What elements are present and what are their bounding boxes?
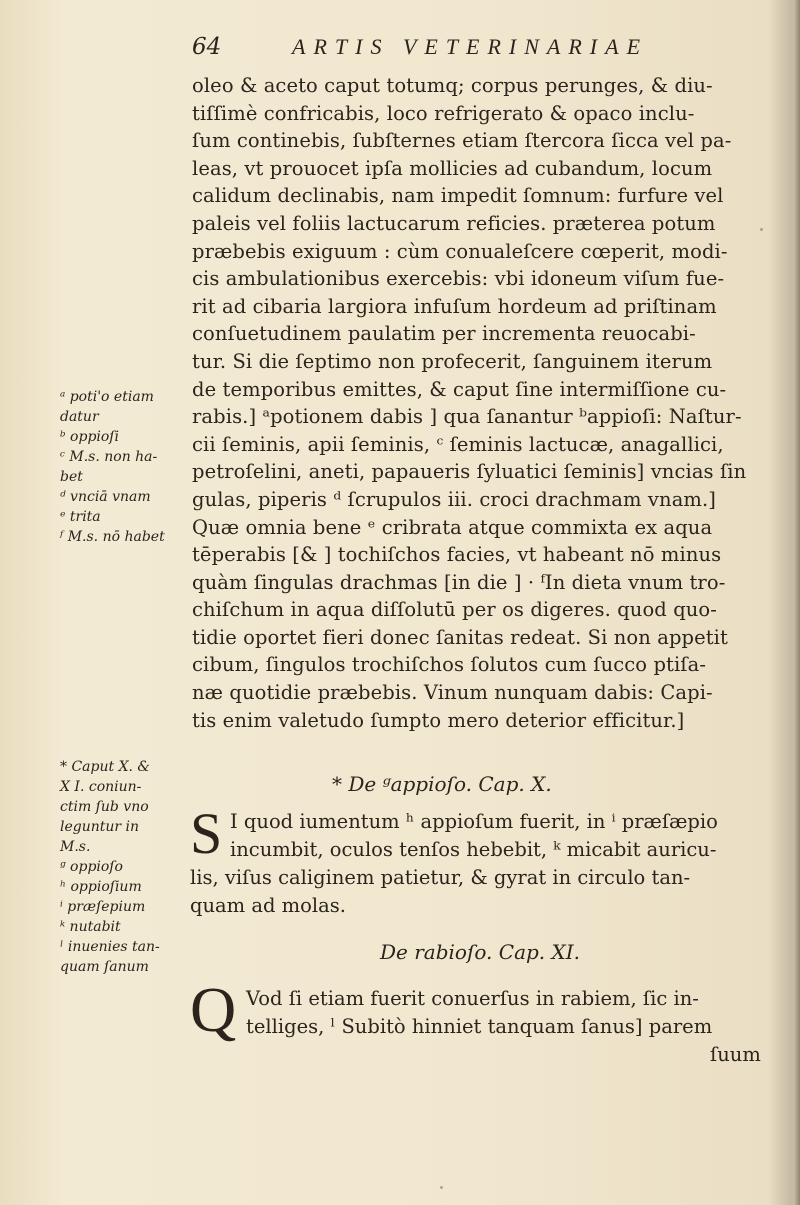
page-header (192, 34, 752, 68)
text-line: calidum declinabis, nam impedit ſomnum: furfure vel (192, 184, 724, 208)
text-line: oleo & aceto caput totumq; corpus perunges, & diu- (192, 74, 713, 97)
margin-note: ᵃ poti'o etiam (60, 389, 154, 405)
margin-note: M.s. (60, 839, 91, 855)
margin-note: ᵏ nutabit (60, 919, 121, 935)
text-line: cibum, ſingulos trochiſchos ſolutos cum ſucco ptiſa- (192, 653, 707, 677)
text-line: tur. Si die ſeptimo non profecerit, ſanguinem iterum (192, 349, 713, 373)
text-line: ſuum (710, 1043, 761, 1066)
text-line: tis enim valetudo ſumpto mero deterior efficitur.] (192, 708, 685, 732)
text-line: paleis vel foliis lactucarum reficies. præterea potum (192, 211, 716, 235)
ink-speck (440, 1186, 443, 1189)
text-line: conſuetudinem paulatim per incrementa reuocabi- (192, 322, 696, 346)
text-line: incumbit, oculos tenſos hebebit, ᵏ micabit auricu- (230, 838, 717, 861)
text-line: ſum continebis, ſubſternes etiam ſtercora ſicca vel pa- (192, 129, 732, 153)
text-line: næ quotidie præbebis. Vinum nunquam dabis: Capi- (192, 681, 713, 705)
margin-note: leguntur in (60, 819, 140, 835)
text-line: leas, vt prouocet ipſa mollicies ad cubandum, locum (192, 156, 713, 180)
margin-note: quam ſanum (60, 959, 149, 975)
running-title: ARTIS VETERINARIAE (292, 34, 649, 59)
text-line: quam ad molas. (190, 894, 346, 917)
text-line: cii ſeminis, apii ſeminis, ᶜ ſeminis lactucæ, anagallici, (192, 432, 724, 456)
margin-note: * Caput X. & (60, 759, 150, 775)
text-line: gulas, piperis ᵈ ſcrupulos iii. croci drachmam vnam.] (192, 487, 717, 511)
main-text-block (192, 72, 777, 734)
margin-note: ᶠ M.s. nō habet (60, 529, 165, 545)
text-line: de temporibus emittes, & caput ſine intermiſſione cu- (192, 377, 727, 401)
text-line: Vod ſi etiam fuerit conuerſus in rabiem, ſic in- (246, 987, 699, 1010)
margin-note: ʰ oppioſium (60, 879, 142, 895)
drop-cap-s: S (190, 801, 223, 866)
text-line: rit ad cibaria largiora infuſum hordeum ad priſtinam (192, 294, 717, 318)
text-line: lis, viſus caliginem patietur, & gyrat in circulo tan- (190, 866, 691, 889)
text-line: rabis.] ᵃpotionem dabis ] qua ſanantur ᵇappioſi: Naſtur- (192, 405, 742, 429)
text-line: cis ambulationibus exercebis: vbi idoneum viſum fue- (192, 267, 725, 291)
text-line: præbebis exiguum : cùm conualeſcere cœperit, modi- (192, 239, 728, 263)
text-line: I quod iumentum ʰ appioſum fuerit, in ⁱ præſæpio (230, 810, 718, 833)
margin-notes-top (60, 387, 195, 547)
text-line: tiſſimè confricabis, loco refrigerato & opaco inclu- (192, 101, 695, 125)
margin-note: ˡ inuenies tan- (60, 939, 160, 955)
margin-note: ᵇ oppioſi (60, 429, 119, 445)
margin-note: bet (60, 469, 83, 485)
margin-note: X I. coniun- (60, 779, 142, 795)
margin-note: ᶜ M.s. non ha- (60, 449, 158, 465)
text-line: chiſchum in aqua diſſolutū per os digeres. quod quo- (192, 598, 717, 622)
margin-note: ⁱ præſepium (60, 899, 146, 915)
drop-cap-q: Q (190, 974, 237, 1045)
text-line: quàm ſingulas drachmas [in die ] · ᶠIn dieta vnum tro- (192, 570, 726, 594)
margin-note: ᵉ trita (60, 509, 101, 525)
page-edge-shadow (793, 0, 800, 1205)
text-line: petroſelini, aneti, papaueris ſyluatici ſeminis] vncias ſin (192, 460, 747, 484)
text-line: telliges, ˡ Subitò hinniet tanquam ſanus] parem (246, 1015, 713, 1038)
chapter-xi-heading: De rabioſo. Cap. XI. (380, 940, 580, 964)
margin-note: datur (60, 409, 99, 425)
chapter-x-heading: * De ᵍappioſo. Cap. X. (332, 772, 552, 796)
ink-speck (760, 228, 763, 231)
text-line: tēperabis [& ] tochiſchos facies, vt habeant nō minus (192, 543, 722, 567)
page-number: 64 (192, 34, 222, 60)
text-line: tidie oportet fieri donec ſanitas redeat. Si non appetit (192, 625, 728, 649)
text-line: Quæ omnia bene ᵉ cribrata atque commixta ex aqua (192, 515, 713, 539)
margin-note: ᵍ oppioſo (60, 859, 123, 875)
margin-note: ᵈ vnciā vnam (60, 489, 151, 505)
margin-notes-bottom (60, 757, 195, 977)
margin-note: ctim ſub vno (60, 799, 149, 815)
